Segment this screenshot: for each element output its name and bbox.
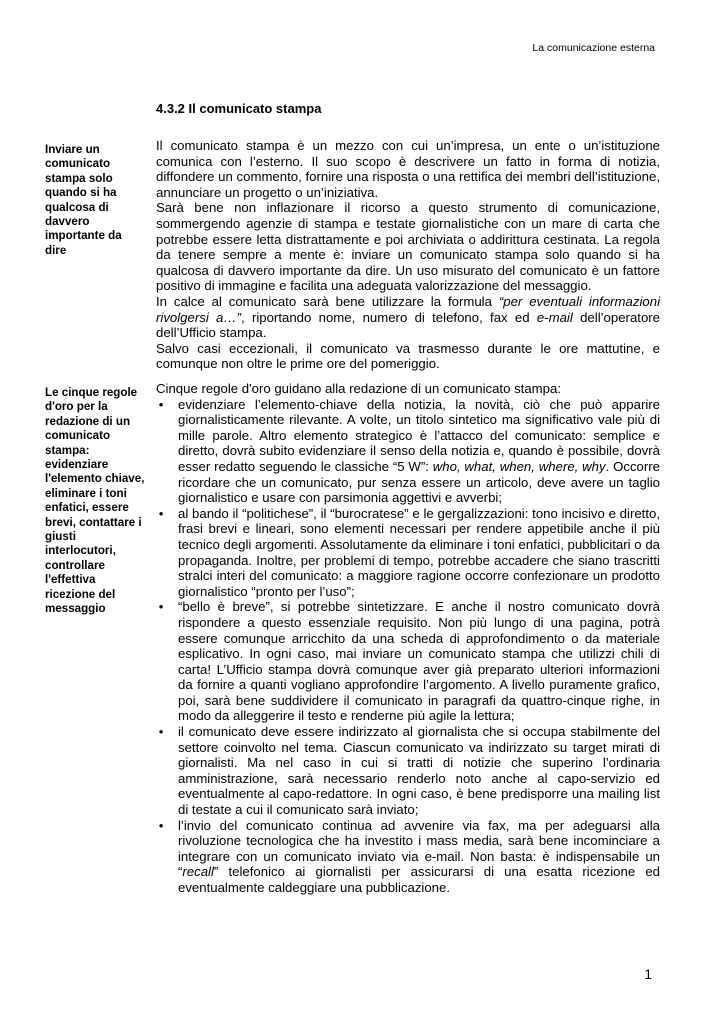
intro-paragraph-definition: Il comunicato stampa è un mezzo con cui un’impresa, un ente o un’istituzione comunica con l’esterno. Il suo scopo è descrivere un fatto in forma di notizia, diffondere un commento, fornire una risposta o una rettifica dei membri dell’istituzione, annunciare un progetto o un’iniziativa. bbox=[156, 138, 660, 200]
margin-note-five-golden-rules: Le cinque regole d'oro per la redazione di un comunicato stampa: evidenziare l'elemento chiave, eliminare i toni enfatici, essere brevi, contattare i giusti interlocutori, controllare l'effettiva ricezione del messaggio bbox=[45, 386, 145, 616]
rule-item-brevity bbox=[156, 599, 660, 724]
contact-formula-text-b: , riportando nome, numero di telefono, fax ed bbox=[240, 309, 537, 325]
rule-item-no-jargon bbox=[156, 506, 660, 600]
contact-formula-text-a: In calce al comunicato sarà bene utilizzare la formula bbox=[156, 293, 499, 309]
bullet-icon: • bbox=[158, 396, 164, 412]
contact-formula-text-c: dell’operatore dell’Ufficio stampa. bbox=[156, 309, 661, 341]
rule-1-five-w: who, what, when, where, why bbox=[432, 458, 606, 474]
section-title: 4.3.2 Il comunicato stampa bbox=[156, 101, 322, 116]
contact-formula-email: e-mail bbox=[536, 309, 573, 325]
bullet-icon: • bbox=[158, 599, 164, 615]
rule-item-delivery-check bbox=[156, 818, 660, 896]
rule-3-text: “bello è breve”, si potrebbe sintetizzare. E anche il nostro comunicato dovrà rispondere a questo essenziale requisito. Non più lungo di una pagina, potrà essere comunque arricchito da una scheda di approfondimento o da materiale esplicativo. In ogni caso, mai inviare un comunicato stampa che utilizzi chili di carta! L’Ufficio stampa dovrà comunque aver già preparato ulteriori informazioni da fornire a quanti vogliano approfondire l’argomento. A livello puramente grafico, poi, sarà bene suddividere il comunicato in paragrafi da quattro-cinque righe, in modo da alleggerire il testo e renderne più agile la lettura; bbox=[178, 599, 660, 724]
rule-item-right-recipients bbox=[156, 724, 660, 818]
bullet-icon: • bbox=[158, 724, 164, 740]
rule-1-text-a: evidenziare l’elemento-chiave della notizia, la novità, ciò che può apparire giornalisticamente rilevante. A volte, un titolo sintetico ma significativo vale più di mille parole. Altro elemento strategico è l’attacco del comunicato: semplice e diretto, dovrà subito evidenziare il senso della notizia e, quando è possibile, dovrà esser redatto seguendo le classiche “5 W”: bbox=[178, 396, 660, 474]
bullet-icon: • bbox=[158, 505, 164, 521]
contact-formula-quote: “per eventuali informazioni rivolgersi a…” bbox=[156, 293, 660, 325]
rule-item-key-element bbox=[156, 397, 660, 506]
running-header: La comunicazione esterna bbox=[532, 42, 655, 54]
rule-4-text: il comunicato deve essere indirizzato al giornalista che si occupa stabilmente del settore coinvolto nel tema. Ciascun comunicato va indirizzato su target mirati di giornalisti. Ma nel caso in cui si tratti di notizie che superino l’ordinaria amministrazione, sarà necessario renderlo noto anche al capo-servizio ed eventualmente al capo-redattore. In ogni caso, è bene predisporre una mailing list di testate a cui il comunicato sarà inviato; bbox=[178, 724, 660, 818]
rules-list bbox=[156, 397, 660, 896]
margin-note-send-only-important: Inviare un comunicato stampa solo quando si ha qualcosa di davvero importante da dire bbox=[45, 143, 122, 257]
page-number: 1 bbox=[644, 966, 652, 982]
intro-paragraph-timing: Salvo casi eccezionali, il comunicato va trasmesso durante le ore mattutine, e comunque non oltre le prime ore del pomeriggio. bbox=[156, 340, 660, 372]
bullet-icon: • bbox=[158, 817, 164, 833]
rules-section bbox=[156, 381, 660, 896]
rule-5-text-b: ” telefonico ai giornalisti per assicurarsi di una esatta ricezione ed eventualmente caldeggiare una pubblicazione. bbox=[178, 864, 660, 895]
rules-intro: Cinque regole d'oro guidano alla redazione di un comunicato stampa: bbox=[156, 381, 562, 396]
rule-1-text-b: . Occorre ricordare che un comunicato, pur senza essere un articolo, deve avere un taglio giornalistico e usare con parsimonia aggettivi e avverbi; bbox=[178, 458, 660, 506]
intro-paragraph-moderation: Sarà bene non inflazionare il ricorso a questo strumento di comunicazione, sommergendo agenzie di stampa e testate giornalistiche con un mare di carta che potrebbe essere letta distrattamente e poi archiviata o addirittura cestinata. La regola da tenere sempre a mente è: inviare un comunicato stampa solo quando si ha qualcosa di davvero importante da dire. Un uso misurato del comunicato è un fattore positivo di immagine e facilita una adeguata valorizzazione del messaggio. bbox=[156, 200, 660, 294]
rule-5-recall: recall bbox=[182, 864, 214, 880]
rule-5-text-a: l’invio del comunicato continua ad avvenire via fax, ma per adeguarsi alla rivoluzione tecnologica che ha investito i mass media, sarà bene incominciare a integrare con un comunicato inviato via e-mail. Non basta: è indispensabile un “ bbox=[178, 817, 660, 880]
rule-2-text: al bando il “politichese”, il “burocratese” e le gergalizzazioni: tono incisivo e diretto, frasi brevi e lineari, sono elementi necessari per rendere appetibile anche il più tecnico degli argomenti. Assolutamente da eliminare i toni enfatici, pubblicitari o da propaganda. Inoltre, per problemi di tempo, potrebbe accadere che siano trascritti stralci interi del comunicato: a maggiore ragione occorre confezionare un prodotto giornalistico “pronto per l’uso”; bbox=[178, 505, 660, 599]
intro-section bbox=[156, 138, 660, 372]
intro-paragraph-contact-formula bbox=[156, 294, 660, 341]
